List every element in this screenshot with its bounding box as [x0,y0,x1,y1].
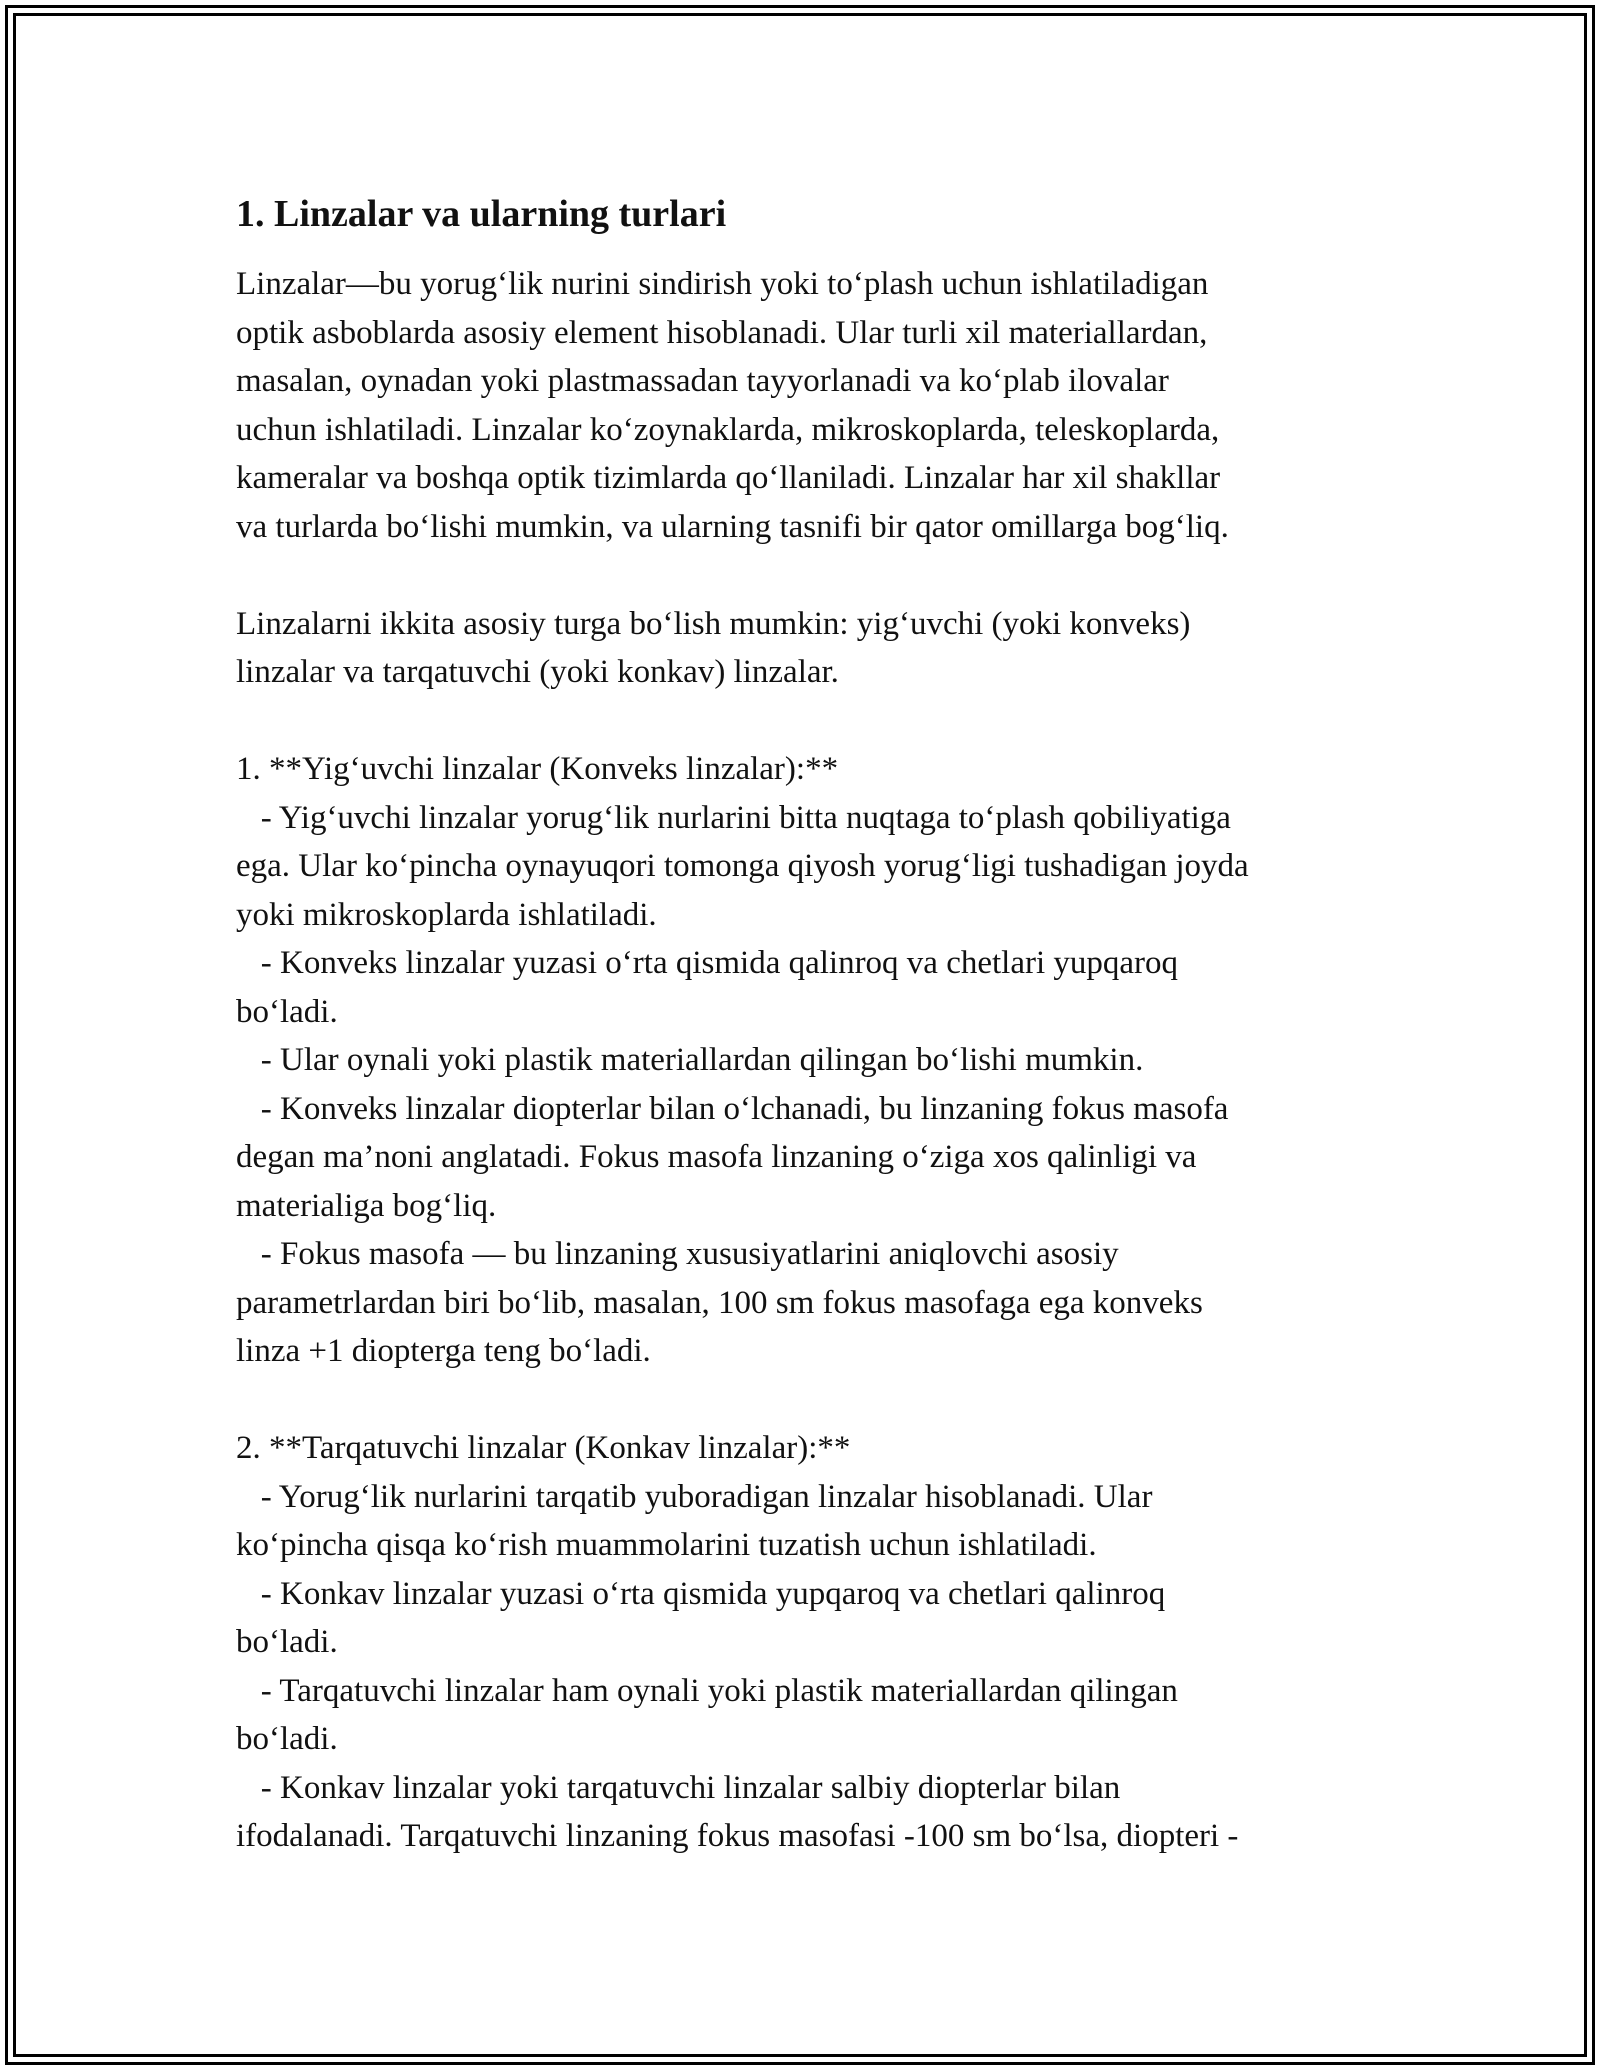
text-line: va turlarda bo‘lishi mumkin, va ularning tasnifi bir qator omillarga bog‘liq. [236,508,1229,545]
text-line: kameralar va boshqa optik tizimlarda qo‘llaniladi. Linzalar har xil shakllar [236,460,1221,496]
text-line: parametrlardan biri bo‘lib, masalan, 100 sm fokus masofaga ega konveks [236,1284,1203,1321]
document-body [236,186,1376,1861]
text-line: masalan, oynadan yoki plastmassadan tayyorlanadi va ko‘plab ilovalar [236,363,1169,399]
text-line: ifodalanadi. Tarqatuvchi linzaning fokus masofasi -100 sm bo‘lsa, diopteri - [236,1818,1239,1854]
text-line: - Yorug‘lik nurlarini tarqatib yuboradigan linzalar hisoblanadi. Ular [236,1478,1153,1515]
text-line: 2. **Tarqatuvchi linzalar (Konkav linzalar):** [236,1430,851,1466]
text-line: optik asboblarda asosiy element hisoblanadi. Ular turli xil materiallardan, [236,314,1208,351]
text-line: - Ular oynali yoki plastik materiallardan qilingan bo‘lishi mumkin. [236,1042,1144,1078]
text-line: 1. **Yig‘uvchi linzalar (Konveks linzalar):** [236,751,839,787]
text-line: ko‘pincha qisqa ko‘rish muammolarini tuzatish uchun ishlatiladi. [236,1527,1097,1563]
document-title: 1. Linzalar va ularning turlari [236,193,727,235]
text-line: yoki mikroskoplarda ishlatiladi. [236,896,657,933]
text-line: - Konkav linzalar yuzasi o‘rta qismida yupqaroq va chetlari qalinroq [236,1575,1166,1612]
text-line: - Konveks linzalar diopterlar bilan o‘lchanadi, bu linzaning fokus masofa [236,1090,1229,1127]
text-line: - Fokus masofa — bu linzaning xususiyatlarini aniqlovchi asosiy [236,1236,1119,1272]
text-line: Linzalar—bu yorug‘lik nurini sindirish yoki to‘plash uchun ishlatiladigan [236,266,1209,302]
text-line: Linzalarni ikkita asosiy turga bo‘lish mumkin: yig‘uvchi (yoki konveks) [236,605,1191,642]
text-line: materialiga bog‘liq. [236,1187,497,1224]
text-line: linza +1 diopterga teng bo‘ladi. [236,1333,651,1369]
text-line: degan ma’noni anglatadi. Fokus masofa linzaning o‘ziga xos qalinligi va [236,1139,1197,1175]
text-line: bo‘ladi. [236,1624,338,1660]
text-line: bo‘ladi. [236,993,338,1030]
text-line: - Tarqatuvchi linzalar ham oynali yoki plastik materiallardan qilingan [236,1672,1178,1709]
text-line: - Yig‘uvchi linzalar yorug‘lik nurlarini bitta nuqtaga to‘plash qobiliyatiga [236,799,1231,836]
text-line: - Konkav linzalar yoki tarqatuvchi linzalar salbiy diopterlar bilan [236,1769,1121,1806]
text-line: ega. Ular ko‘pincha oynayuqori tomonga qiyosh yorug‘ligi tushadigan joyda [236,848,1249,884]
text-line: uchun ishlatiladi. Linzalar ko‘zoynaklarda, mikroskoplarda, teleskoplarda, [236,411,1220,448]
text-line [236,551,1376,600]
document-text [236,260,1376,1861]
text-line [236,697,1376,746]
text-line: bo‘ladi. [236,1721,338,1757]
text-line [236,1376,1376,1425]
text-line: linzalar va tarqatuvchi (yoki konkav) linzalar. [236,654,839,690]
text-line: - Konveks linzalar yuzasi o‘rta qismida qalinroq va chetlari yupqaroq [236,945,1179,981]
